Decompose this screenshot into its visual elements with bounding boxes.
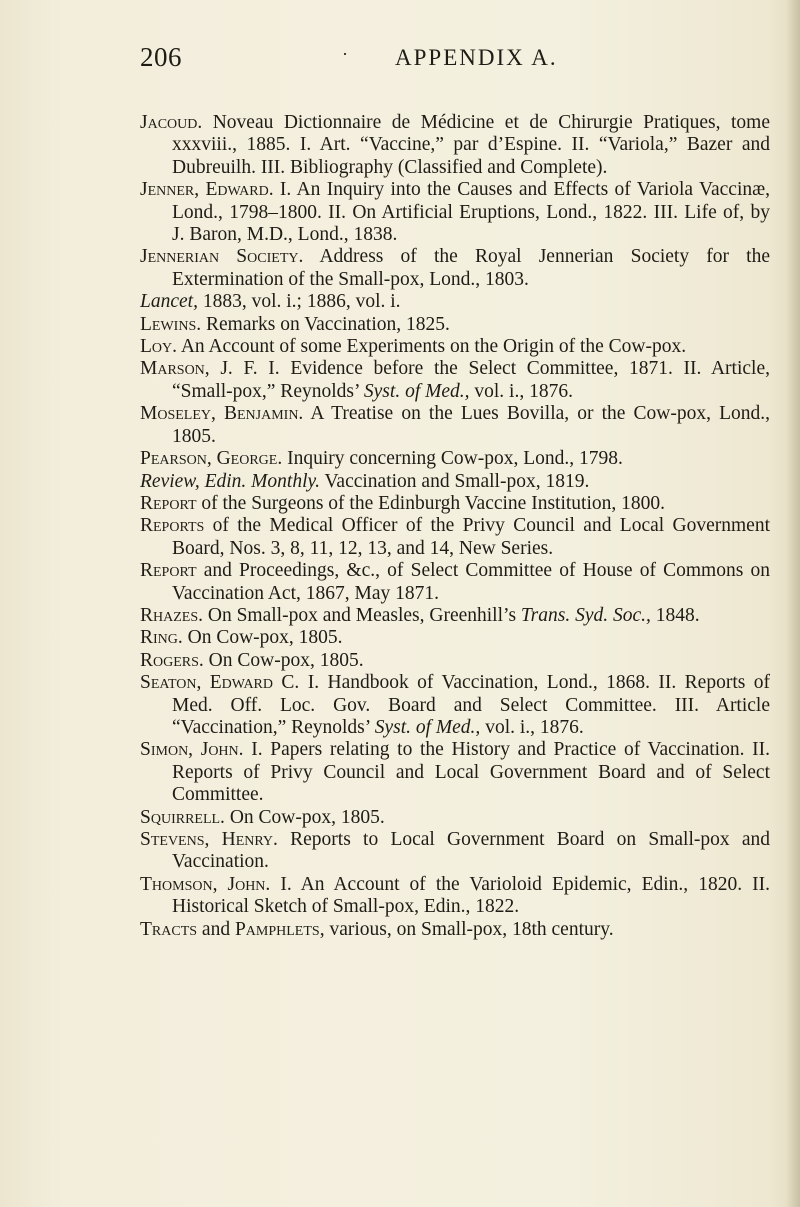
entry-text: various, on Small-pox, 18th century.	[324, 918, 614, 940]
entry-text: An Account of some Experiments on the Origin of the Cow-pox.	[177, 336, 687, 358]
entry-author: Ring.	[140, 627, 183, 649]
entry-author: Moseley, Benjamin.	[140, 403, 304, 425]
entry-author: Rogers.	[140, 649, 204, 671]
entry-title-italic: Lancet,	[140, 291, 198, 313]
bibliography-entry	[140, 650, 770, 672]
entry-text: On Cow-pox, 1805.	[224, 806, 385, 828]
entry-title-italic: Trans. Syd. Soc.,	[520, 604, 651, 626]
bibliography-entry	[140, 829, 770, 874]
entry-author: Marson, J. F.	[140, 358, 258, 380]
entry-text: Reports to Local Government Board on Small-pox and Vaccination.	[172, 829, 771, 873]
entry-text: On Small-pox and Measles, Greenhill’s	[203, 604, 521, 626]
bibliography-entry	[140, 403, 770, 448]
entry-text: I. Papers relating to the History and Practice of Vaccination. II. Reports of Privy Council and Local Government Board and of Select Committee.	[172, 739, 770, 806]
entry-author: Stevens, Henry.	[140, 829, 278, 850]
entry-author: Thomson, John.	[140, 873, 271, 895]
entry-text: I. An Account of the Varioloid Epidemic, Edin., 1820. II. Historical Sketch of Small-pox, Edin., 1822.	[172, 873, 770, 918]
entry-title-italic: Syst. of Med.,	[374, 716, 481, 738]
bibliography-entry	[140, 807, 770, 829]
bibliography-entry	[140, 291, 770, 313]
bibliography-entry	[140, 179, 770, 246]
entry-author: Pamphlets,	[234, 918, 325, 940]
entry-author: Pearson, George.	[140, 448, 283, 470]
entry-text: On Cow-pox, 1805.	[182, 627, 343, 649]
bibliography-entry	[140, 627, 770, 649]
entry-author: Jennerian Society.	[140, 246, 304, 268]
entry-text: of the Surgeons of the Edinburgh Vaccine Institution, 1800.	[196, 492, 666, 514]
bibliography-entry	[140, 672, 770, 739]
entry-text: 1848.	[650, 604, 700, 626]
entry-text: vol. i., 1876.	[480, 716, 584, 738]
entry-text: vol. i., 1876.	[469, 380, 573, 402]
entry-text: On Cow-pox, 1805.	[203, 649, 364, 671]
entry-author: Jacoud.	[140, 112, 203, 133]
entry-text: and	[197, 918, 235, 940]
entry-text: Address of the Royal Jennerian Society for the Extermination of the Small-pox, Lond., 1803.	[172, 246, 770, 290]
bibliography-list	[140, 112, 770, 941]
entry-author: Simon, John.	[140, 739, 244, 761]
page-number: 206	[140, 42, 182, 72]
bibliography-entry	[140, 358, 770, 403]
header-dot: ·	[342, 44, 348, 64]
entry-text: A Treatise on the Lues Bovilla, or the Cow-pox, Lond., 1805.	[172, 403, 771, 447]
page-edge-shadow	[786, 0, 800, 1207]
entry-author: Report	[140, 560, 197, 582]
bibliography-entry	[140, 246, 770, 291]
entry-author: Report	[140, 492, 197, 514]
entry-text: Noveau Dictionnaire de Médicine et de Chirurgie Pratiques, tome xxxviii., 1885. I. Art. “Vaccine,” par d’Espine. II. “Variola,” Bazer and Dubreuilh. III. Bibliography (Classified and Complete).	[172, 112, 770, 178]
bibliography-entry	[140, 515, 770, 560]
entry-author: Reports	[140, 515, 205, 537]
bibliography-entry	[140, 605, 770, 627]
entry-author: Tracts	[140, 918, 198, 940]
entry-title-italic: Review, Edin. Monthly.	[140, 470, 320, 492]
bibliography-entry	[140, 874, 770, 919]
running-head: APPENDIX A.	[395, 45, 558, 70]
bibliography-entry	[140, 314, 770, 336]
entry-author: Rhazes.	[140, 604, 203, 626]
entry-author: Jenner, Edward.	[140, 179, 274, 201]
entry-author: Seaton, Edward C.	[140, 672, 300, 694]
bibliography-entry	[140, 560, 770, 605]
entry-text: Inquiry concerning Cow-pox, Lond., 1798.	[282, 448, 623, 470]
entry-text: 1883, vol. i.; 1886, vol. i.	[197, 291, 401, 313]
bibliography-entry	[140, 448, 770, 470]
bibliography-entry	[140, 336, 770, 358]
bibliography-entry	[140, 493, 770, 515]
entry-author: Loy.	[140, 336, 178, 358]
entry-text: I. Handbook of Vaccination, Lond., 1868. II. Reports of Med. Off. Loc. Gov. Board and Select Committee. III. Article “Vaccination,” Reynolds’	[172, 672, 770, 738]
entry-author: Lewins.	[140, 313, 202, 335]
bibliography-entry	[140, 919, 770, 941]
entry-text: I. Evidence before the Select Committee, 1871. II. Article, “Small-pox,” Reynolds’	[172, 358, 770, 402]
entry-text: and Proceedings, &c., of Select Committee of House of Commons on Vaccination Act, 1867, May 1871.	[172, 560, 770, 604]
bibliography-entry	[140, 471, 770, 493]
page-header	[140, 42, 740, 82]
entry-author: Squirrell.	[140, 806, 225, 828]
entry-text: of the Medical Officer of the Privy Council and Local Government Board, Nos. 3, 8, 11, 12, 13, and 14, New Series.	[172, 515, 770, 559]
bibliography-entry	[140, 739, 770, 806]
bibliography-entry	[140, 112, 770, 179]
entry-text: I. An Inquiry into the Causes and Effects of Variola Vaccinæ, Lond., 1798–1800. II. On Artificial Eruptions, Lond., 1822. III. Life of, by J. Baron, M.D., Lond., 1838.	[172, 179, 770, 246]
entry-text: Vaccination and Small-pox, 1819.	[319, 470, 590, 492]
entry-text: Remarks on Vaccination, 1825.	[201, 313, 450, 335]
entry-title-italic: Syst. of Med.,	[363, 380, 470, 402]
